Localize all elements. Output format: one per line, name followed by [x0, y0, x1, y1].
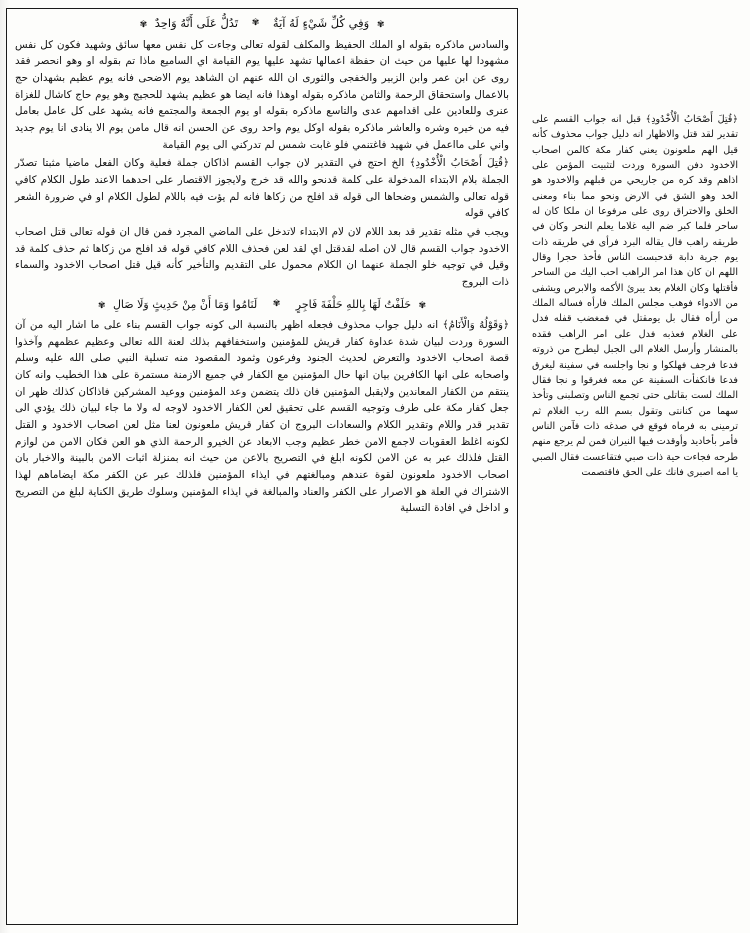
margin-body-text — [532, 112, 738, 480]
paragraph: والسادس ماذكره بقوله او الملك الحفيظ والمكلف لقوله تعالى وجاءت كل نفس معها سائق وشهيد فكون كل نفس مشهودا لها عليها من حيث ان حفظة اعمالها تشهد عليها يوم القيامة اي الساميع ماذا تم بقوله او وهو انحصر فقد روى عن ابن عمر وابن الزبير والخفجى والثورى ان الله عنهم ان الشاهد يوم الاضحى فانه يوم عظيم بشهدان حج بالاعمال واستحقاق الرحمة والثامن ماذكره بقوله اوهذا فانه ايضا هو عظيم يشهد للحجيج وهو يوم حاج كاشال للغزاة عنرى وللعادين على اقدامهم عدى والتاسع ماذكره بقوله او يوم الجمعة والمجتمع فانه يشهد على كل عامل بعامل فيه من خيره وشره والعاشر ماذكره بقوله اوكل يوم واحد روى عن الحسن انه قال مامن يوم الا ينادى انا يوم جديد واني على مااعمل في شهيد فاغتنمي فلو غابت شمس لم تدركني الى يوم القيامة — [15, 38, 509, 151]
paragraph: ﴿قُتِلَ أَصْحَابُ الْأُخْدُودِ﴾ قبل انه جواب القسم على تقدير لقد قتل والاظهار انه دليل جواب محذوف كأنه قيل الهم ملعونون يعني كفار مكة كالمن اصحاب الاخدود دفن السورة وردت لتثبيت المؤمن على اذاهم وقد كره من جاريحي من قبلهم والاخدود هو الخد وهو الشق في الارض ونحو مما بناء ومعنى الخلق والاختراق روى على مرفوعا ان ملكا كان له ساحر فلما كبر ضم اليه غلاما يعلم النحر وكان في طريقه راهب فال يقاله البرد فرأى في طريقه ذات يوم جرية دابة قدحبست الناس فأخذ حجرا وقال اللهم ان كان هذا امر الراهب احب اليك من الساحر فأقتلها وكان الغلام بعد يبرئ الأكمه والابرص ويشفى من الادواء فوهب مجلس الملك فارأه فساله الملك من أرأه فقال بل يومقتل في فمغضب قفله فدل على الغلام فعذبه فدل على امر الراهب فقده بالمنشار وأرسل الغلام الى الجبل ليطرح من ذروته فدعا فرجف فهلكوا و نجا واجلسه في سفينة ليغرق فدعا فانكفأت السفينة عن معه فغرقوا و نجا فقال الملك لست بقاتلى حتى تجمع الناس وتصلبنى وتأخذ سهما من كنانتى وتقول بسم الله رب الغلام ثم ترمينى به فرماه فوقع في صدغه ذات فآمن الناس فأمر بأخاديد وأوقدت فيها النيران فمن لم يرجع منهم طرحه فجاءت حية ذات صبي فتقاعست فقال الصبي يا امه اصبرى فانك على الحق فاقتصمت — [532, 114, 738, 478]
ayah-header-segment-2: تَدُلُّ عَلَى أَنَّهُ وَاحِدٌ — [154, 16, 239, 30]
main-body-text — [15, 37, 509, 291]
ornament-icon: ✾ — [376, 20, 385, 30]
main-body-text-lower — [15, 317, 509, 517]
main-text-column — [6, 8, 518, 925]
ayah-header-segment-1: وَفِي كُلِّ شَيْءٍ لَهُ آيَةٌ — [272, 16, 370, 30]
ornament-icon: ✾ — [272, 298, 281, 309]
paragraph: ويجب في مثله تقدير قد بعد اللام لان لام الابتداء لاتدخل على الماضي المجرد فمن قال ان قوله تعالى قتل اصحاب الاخدود جواب القسم قال لان اصله لقدقتل اي لقد لعن فحذف اللام كافي قوله قد افلح من زكاها ثم حذف كلمة قد وقيل في توجيه خلو الجملة عنهما ان الكلام محمول على التقديم والتأخير كأنه قيل قتل اصحاب الاخدود والسماء ذات البروج — [15, 225, 509, 288]
verse-couplet-header — [15, 297, 509, 314]
couplet-segment-1: حَلَفْتُ لَهَا بِاللهِ حَلْفَةَ فَاجِرٍ — [295, 297, 412, 311]
paragraph: ﴿وَقَوْلُهُ وَالْأَنَامُ﴾ انه دليل جواب محذوف فجعله اظهر بالنسبة الى كونه جواب القسم بناء على ما اشار اليه من آن السورة وردت لبيان شدة عداوة كفار قريش للمؤمنين واستخفافهم بذلك لعنة الله تعالى وعظيم عظمهم وآخذوا قصة اصحاب الاخدود والتعرض لحديث الجنود وفرعون وثمود المقصود منه تسلية النبي صلى الله عليه وسلم واصحابه على انها الكافرين بيان انها حال المؤمنين مع الكفار في جميع الازمنة مستمرة على هذا الخطيب وانه كان ينتقم من الكفار المعاندين ولايقبل المؤمنين فان ذلك يتضمن وعد المؤمنين ووعيد المشركين فاذاكان كذلك ظهر ان جعل كفار مكة على طرف وتوجيه القسم على تحقيق لعن الكفار الاخدود لاوجه له ولا ما جاء لبيان ذلك يؤدي الى تقدير قدر واللام وتقدير الكلام والسعادات البروج ان كفار قريش ملعونون لعنا مثل لعن اصحاب الاخدود و القتل لكونه اغلظ العقوبات لاجمع الامن خطر عظيم وجب الابعاد عن الخيرو الرحمة الذي هو العن فكان الامن من لوازم القتل فلذلك عبر به عن الامن لكونه ابلغ في التصريح بالاعن من حيث انه بمنزلة اثبات الامن بالبينة والاخبار بان اصحاب الاخدود ملعونون لقوة عندهم ومبالغتهم في ايذاء المؤمنين فلذلك عبر عن الكفر مكة ايضاماهم لهذا الاشتراك في العلة هو الاصرار على الكفر والعناد والمبالغة في ايذاء المؤمنين وسلوك طريق الكناية لبلغ من التصريح و اداخل في افادة التسلية — [15, 319, 509, 515]
ornament-icon: ✾ — [139, 20, 148, 30]
ornament-icon: ✾ — [251, 17, 260, 28]
margin-commentary-column — [528, 110, 742, 810]
ornament-icon: ✾ — [97, 300, 106, 311]
couplet-segment-2: لَنَامُوا وَمَا أَنْ مِنْ حَدِيثٍ وَلَا صَالِ — [112, 297, 258, 311]
ayah-header — [15, 15, 509, 33]
paragraph: ﴿قُتِلَ أَصْحَابُ الْأُخْدُودِ﴾ الخ احتج في التقدير لان جواب القسم اذاكان جملة فعلية وكان الفعل ماضيا مثبتا تصدّر الجملة بلام الابتداء المدخولة على كلمة قدنحو والله قد خرج ولايجوز الاقتصار على احدهما الاعند طول الكلام كافي قوله تعالى والشمس وضحاها الى قوله قد افلح من زكاها فانه لم يؤت فيه باللام لطول الكلام او في ضرورة الشعر كافي قوله — [15, 157, 509, 220]
ornament-icon: ✾ — [418, 300, 427, 311]
